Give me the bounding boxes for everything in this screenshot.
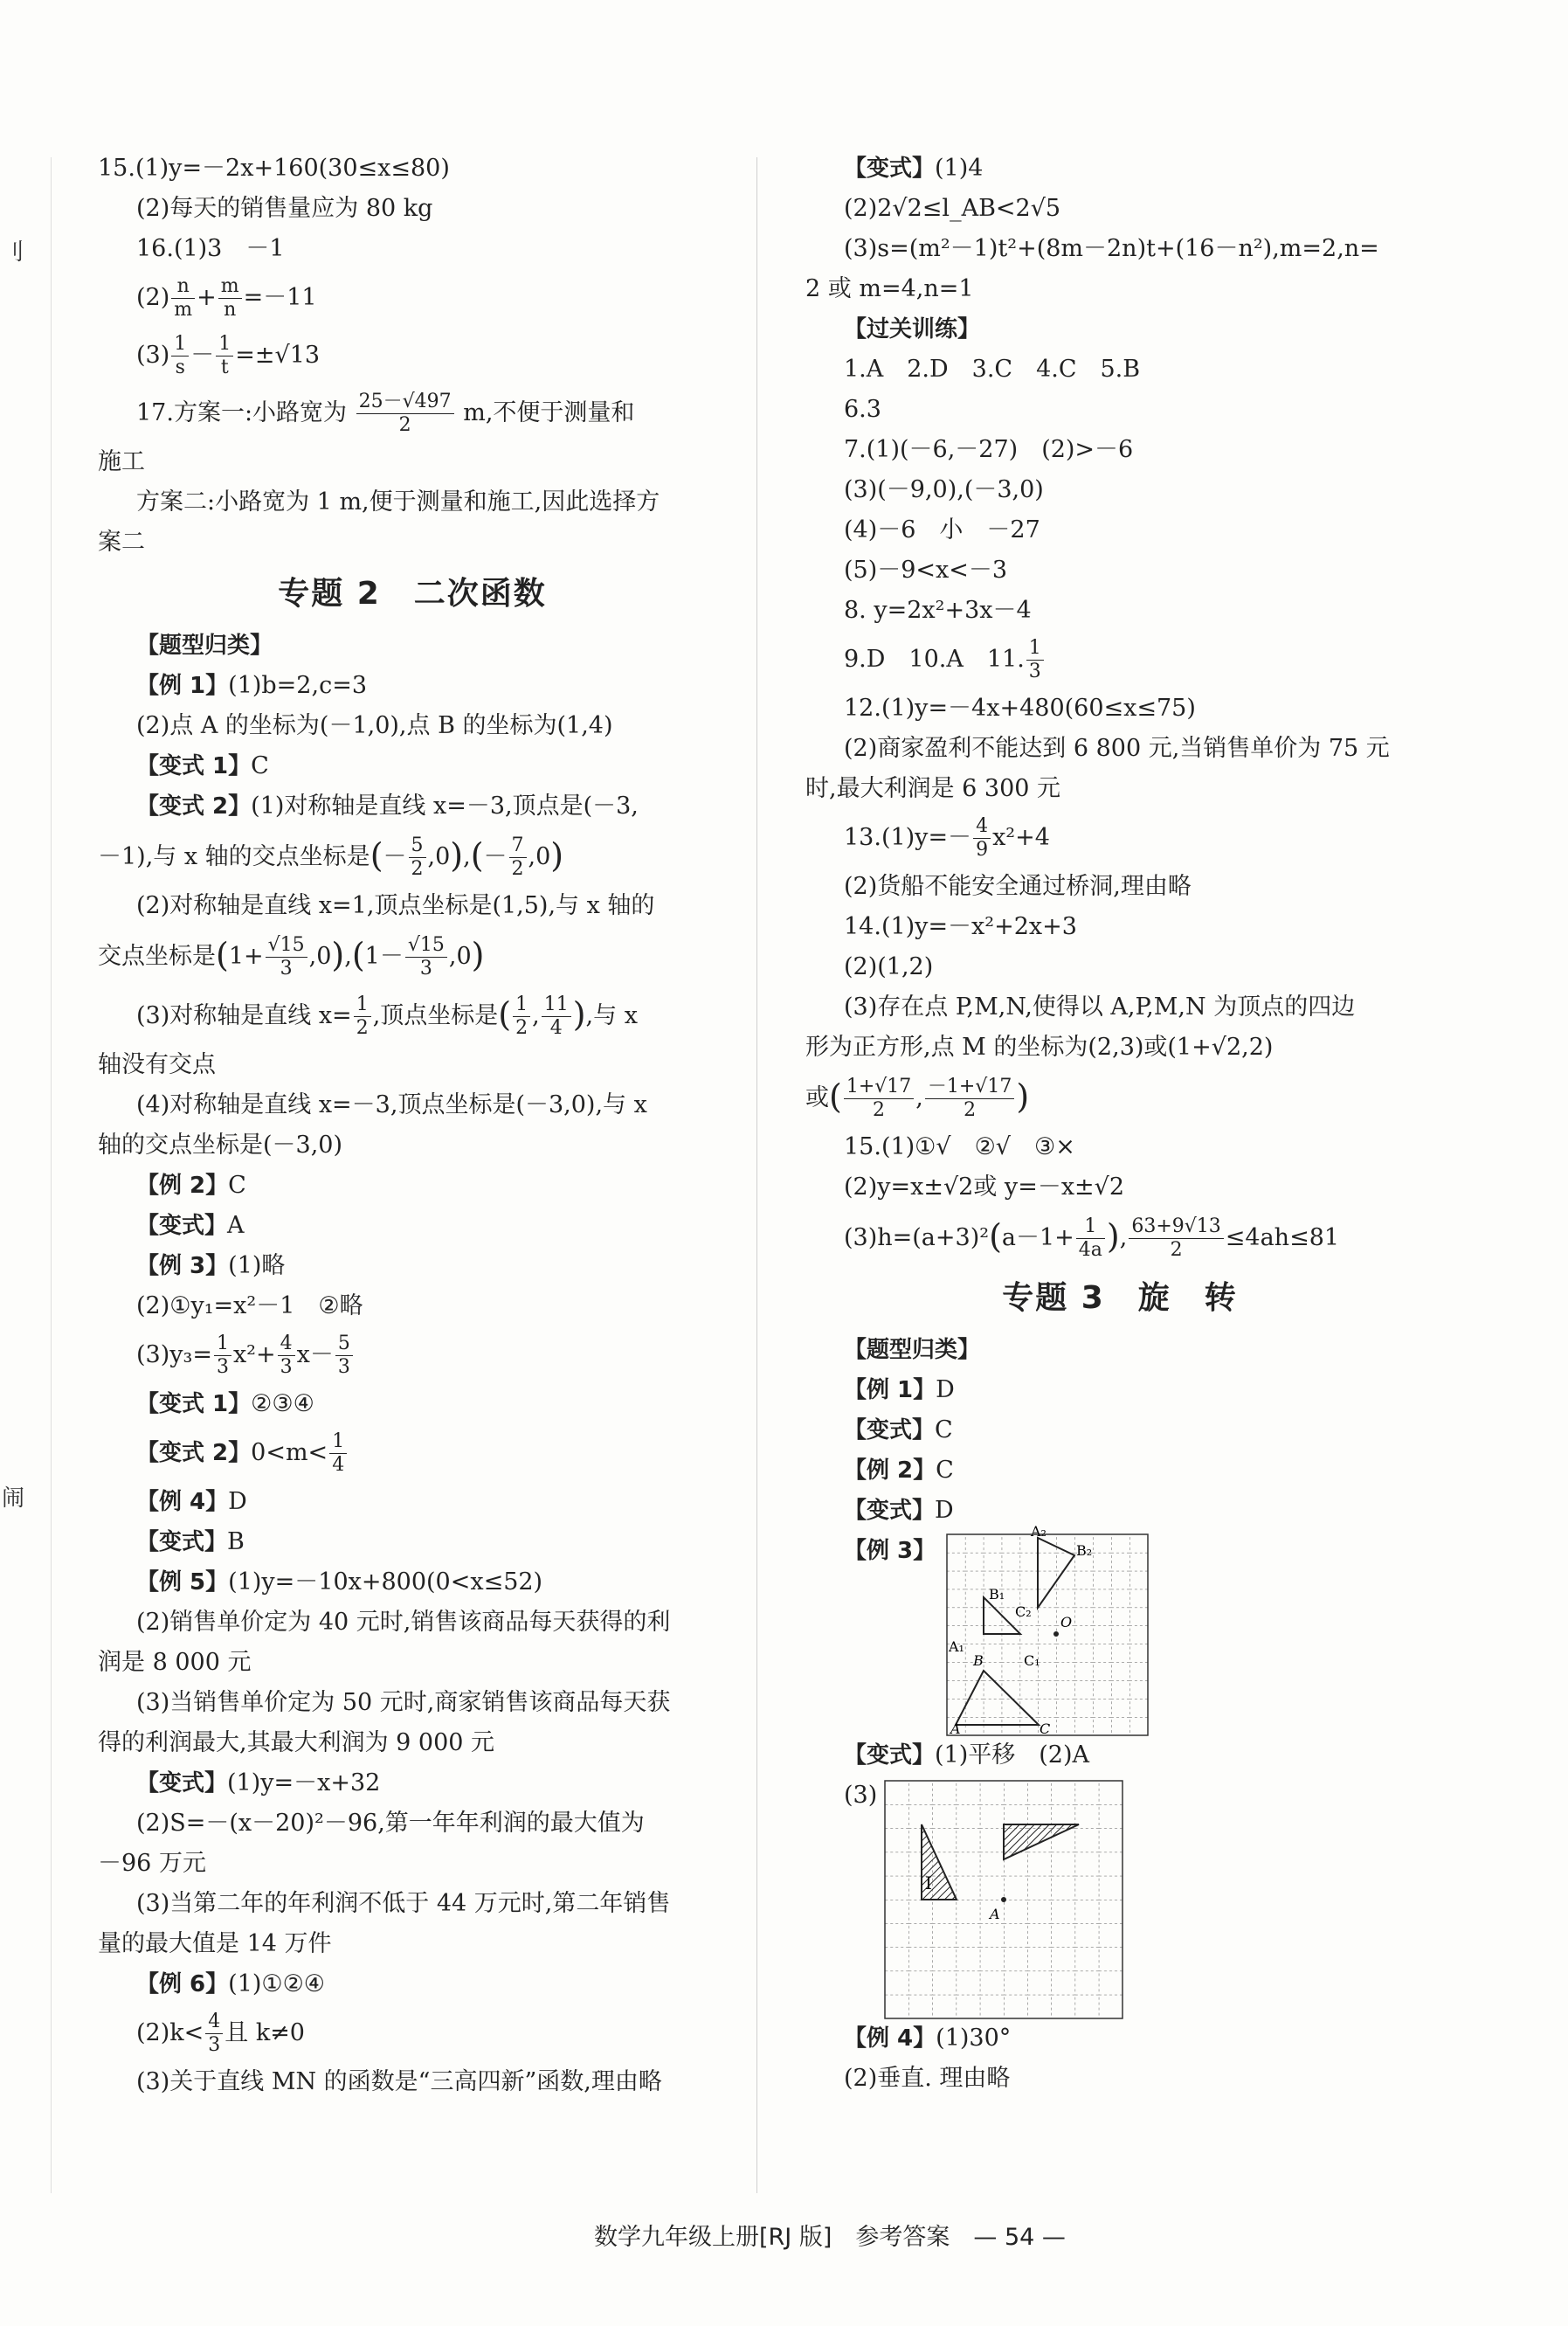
label-a2: A₂ xyxy=(1030,1523,1046,1540)
answer-line: 2 或 m=4,n=1 xyxy=(805,275,974,302)
answer-line: 【例 2】C xyxy=(136,1172,246,1199)
label-a: A xyxy=(989,1906,1000,1922)
right-column xyxy=(805,149,1434,2099)
fraction: $\frac{11}{4}$ xyxy=(542,993,571,1040)
answer-line: 1.A 2.D 3.C 4.C 5.B xyxy=(844,356,1141,383)
fraction: $\frac{1}{t}$ xyxy=(216,333,233,379)
label-c1: C₁ xyxy=(1023,1652,1040,1669)
answer-line: 15.(1)①√ ②√ ③× xyxy=(844,1133,1075,1160)
answer-line: (3)h=(a+3)²(a－1+ $\frac{1}{4a}$ ), $\frac{63+9√13}{2}$ ≤4ah≤81 xyxy=(844,1215,1340,1261)
heading-tag: 【题型归类】 xyxy=(844,1337,981,1363)
answer-line: 【例 1】(1)b=2,c=3 xyxy=(136,672,367,699)
answer-line: 【例 5】(1)y=－10x+800(0<x≤52) xyxy=(136,1568,543,1596)
heading-tag: 【题型归类】 xyxy=(136,633,273,659)
fraction: $\frac{7}{2}$ xyxy=(509,834,527,881)
answer-line: 轴没有交点 xyxy=(98,1051,216,1078)
answer-line: 【变式 1】②③④ xyxy=(136,1390,314,1417)
fraction: $\frac{1}{3}$ xyxy=(214,1333,231,1379)
answer-line: (2)货船不能安全通过桥洞,理由略 xyxy=(844,873,1192,900)
example-tag: 【变式 2】 xyxy=(136,1440,252,1466)
answer-line: (2)商家盈利不能达到 6 800 元,当销售单价为 75 元 xyxy=(844,735,1390,762)
fraction: $\frac{1}{2}$ xyxy=(513,993,530,1040)
fraction: $\frac{4}{9}$ xyxy=(973,815,991,862)
label-a: A xyxy=(950,1720,961,1737)
margin-mark-top: 刂 xyxy=(2,239,25,266)
label-b1: B₁ xyxy=(988,1586,1005,1603)
label-o: O xyxy=(1060,1614,1072,1630)
answer-line: 9.D 10.A 11. $\frac{1}{3}$ xyxy=(805,631,1434,689)
left-column xyxy=(98,149,727,2102)
answer-line: 【例 6】(1)①②④ xyxy=(136,1970,326,1997)
answer-line: 【例 4】D xyxy=(136,1488,247,1515)
answer-line: 【例 2】C xyxy=(844,1457,954,1484)
answer-line: 【变式 2】0<m< $\frac{1}{4}$ xyxy=(98,1424,727,1482)
fraction: $\frac{m}{n}$ xyxy=(218,275,242,322)
example-tag: 【变式】 xyxy=(844,1417,936,1443)
example-tag: 【变式 1】 xyxy=(136,753,252,779)
left-margin-rule xyxy=(51,157,52,2193)
example-tag: 【变式】 xyxy=(136,1770,228,1796)
heading-tag: 【过关训练】 xyxy=(844,316,981,343)
answer-line: (2)S=－(x－20)²－96,第一年年利润的最大值为 xyxy=(136,1810,645,1837)
fraction: $\frac{√15}{3}$ xyxy=(405,934,447,980)
label-b: B xyxy=(972,1652,984,1669)
answer-line: (3)关于直线 MN 的函数是“三高四新”函数,理由略 xyxy=(136,2068,662,2095)
fraction: $\frac{5}{2}$ xyxy=(409,834,426,881)
label-c: C xyxy=(1039,1720,1050,1737)
answer-line: 【变式】(1)4 xyxy=(844,155,984,182)
section-title: 专题 2 二次函数 xyxy=(278,576,547,612)
answer-line: 时,最大利润是 6 300 元 xyxy=(805,775,1061,802)
answer-line: 6.3 xyxy=(844,396,881,423)
variant-3-row: (3) I A xyxy=(805,1776,1434,2018)
example-tag: 【例 1】 xyxy=(844,1377,936,1403)
answer-line: (2)2√2≤l_AB<2√5 xyxy=(844,195,1061,222)
fraction: $\frac{1+√17}{2}$ xyxy=(844,1076,914,1122)
answer-line: 或( $\frac{1+√17}{2}$ , $\frac{-1+√17}{2}$ ) xyxy=(805,1076,1030,1121)
answer-line: (2) $\frac{n}{m}$ + $\frac{m}{n}$ =－11 xyxy=(136,275,317,321)
answer-line: (2)k< $\frac{4}{3}$ 且 k≠0 xyxy=(136,2011,305,2056)
label-b2: B₂ xyxy=(1075,1542,1092,1559)
fraction: $\frac{25-√497}{2}$ xyxy=(356,391,454,437)
answer-line: 13.(1)y=－ $\frac{4}{9}$ x²+4 xyxy=(844,815,1050,861)
answer-line: 交点坐标是(1+ $\frac{√15}{3}$ ,0),(1－ $\frac{√15}{3}$ ,0) xyxy=(98,934,485,980)
answer-line: －1),与 x 轴的交点坐标是(－ $\frac{5}{2}$ ,0),(－ $\frac{7}{2}$ ,0) xyxy=(98,834,564,880)
answer-line: 【例 3】(1)略 xyxy=(136,1252,286,1279)
example-tag: 【例 2】 xyxy=(844,1457,936,1484)
answer-line: 施工 xyxy=(98,448,145,475)
fraction: $\frac{1}{4a}$ xyxy=(1076,1215,1105,1262)
example-tag: 【变式 1】 xyxy=(136,1391,252,1417)
answer-line: (3)y₃= $\frac{1}{3}$ x²+ $\frac{4}{3}$ x－ $\frac{5}{3}$ xyxy=(98,1326,727,1384)
rotation-grid-figure-2 xyxy=(885,1781,1122,2018)
answer-line: 【变式】D xyxy=(844,1497,954,1524)
label-a1: A₁ xyxy=(948,1638,964,1655)
answer-line: (3) $\frac{1}{s}$ － $\frac{1}{t}$ =±√13 xyxy=(136,333,321,378)
answer-line: 16.(1)3 －1 xyxy=(136,235,285,262)
answer-line: (3)存在点 P,M,N,使得以 A,P,M,N 为顶点的四边 xyxy=(844,993,1356,1021)
fraction: $\frac{4}{3}$ xyxy=(205,2011,223,2057)
answer-line: －96 万元 xyxy=(98,1850,206,1877)
answer-line: 17.方案一:小路宽为 $\frac{25-√497}{2}$ m,不便于测量和 xyxy=(136,391,635,436)
answer-line: 【变式】C xyxy=(844,1416,953,1443)
answer-line: 案二 xyxy=(98,529,145,556)
section-title: 专题 3 旋 转 xyxy=(1002,1280,1238,1316)
example-tag: 【变式】 xyxy=(844,156,936,182)
label-c2: C₂ xyxy=(1014,1603,1032,1620)
answer-line: 15.(1)y=－2x+160(30≤x≤80) xyxy=(98,155,450,182)
answer-line: 润是 8 000 元 xyxy=(98,1649,252,1676)
answer-line: 得的利润最大,其最大利润为 9 000 元 xyxy=(98,1729,495,1756)
example-tag: 【变式】 xyxy=(136,1213,228,1239)
label-roman-one: I xyxy=(924,1873,932,1893)
example-tag: 【变式】 xyxy=(136,1529,228,1555)
fraction: $\frac{1}{4}$ xyxy=(329,1430,347,1477)
answer-line xyxy=(805,1330,1434,1370)
answer-line xyxy=(805,309,1434,350)
example-tag: 【例 4】 xyxy=(844,2025,936,2052)
fraction: $\frac{-1+√17}{2}$ xyxy=(925,1076,1014,1122)
answer-line: 【例 1】D xyxy=(844,1376,955,1403)
fraction: $\frac{n}{m}$ xyxy=(171,275,195,322)
example-tag: 【例 3】 xyxy=(136,1253,229,1279)
answer-line: (2)销售单价定为 40 元时,销售该商品每天获得的利 xyxy=(136,1609,671,1636)
example-tag: 【例 3】 xyxy=(844,1538,936,1564)
example-tag: 【例 2】 xyxy=(136,1173,229,1199)
answer-line: 14.(1)y=－x²+2x+3 xyxy=(844,913,1077,940)
column-divider xyxy=(756,157,757,2193)
answer-line: (2)每天的销售量应为 80 kg xyxy=(136,195,433,222)
rotation-grid-figure-1 xyxy=(947,1523,1148,1737)
fraction: $\frac{5}{3}$ xyxy=(335,1333,353,1379)
example-tag: 【例 1】 xyxy=(136,673,229,699)
answer-line: 【变式】(1)y=－x+32 xyxy=(136,1769,381,1796)
answer-line: 轴的交点坐标是(－3,0) xyxy=(98,1132,343,1159)
fraction: $\frac{1}{s}$ xyxy=(171,333,189,379)
answer-line: (3)当销售单价定为 50 元时,商家销售该商品每天获 xyxy=(136,1689,671,1716)
answer-line: 8. y=2x²+3x－4 xyxy=(844,597,1032,624)
answer-line: 【变式 2】(1)对称轴是直线 x=－3,顶点是(－3, xyxy=(136,793,639,820)
margin-mark-bottom: 闹 xyxy=(2,1485,25,1512)
answer-line: 【变式 1】C xyxy=(136,752,269,779)
example-tag: 【变式】 xyxy=(844,1498,936,1524)
page-footer: 数学九年级上册[RJ 版] 参考答案 — 54 — xyxy=(594,2224,1066,2251)
answer-line: (3)s=(m²－1)t²+(8m－2n)t+(16－n²),m=2,n= xyxy=(844,235,1379,262)
answer-line xyxy=(98,626,727,666)
answer-line: (2)①y₁=x²－1 ②略 xyxy=(136,1292,363,1319)
answer-line: 【变式】B xyxy=(136,1528,245,1555)
answer-line: 12.(1)y=－4x+480(60≤x≤75) xyxy=(844,695,1196,722)
answer-line: (3)对称轴是直线 x= $\frac{1}{2}$ ,顶点坐标是( $\frac{1}{2}$ , $\frac{11}{4}$ ),与 x xyxy=(136,993,638,1039)
fraction: $\frac{4}{3}$ xyxy=(278,1333,295,1379)
answer-line: (3)(－9,0),(－3,0) xyxy=(844,476,1044,503)
example-3-row xyxy=(805,1523,1434,1737)
answer-line: 【例 4】(1)30° xyxy=(844,2025,1012,2052)
example-tag: 【变式 2】 xyxy=(136,793,252,820)
example-tag: 【变式】 xyxy=(844,1742,936,1769)
answer-line: 形为正方形,点 M 的坐标为(2,3)或(1+√2,2) xyxy=(805,1034,1274,1061)
answer-line: (3)当第二年的年利润不低于 44 万元时,第二年销售 xyxy=(136,1890,671,1917)
example-tag: 【例 4】 xyxy=(136,1489,229,1515)
answer-line: (2)y=x±√2或 y=－x±√2 xyxy=(844,1173,1125,1201)
answer-line: (2)垂直. 理由略 xyxy=(844,2065,1011,2092)
answer-line: (2)对称轴是直线 x=1,顶点坐标是(1,5),与 x 轴的 xyxy=(136,892,655,919)
answer-line: 【变式】A xyxy=(136,1212,245,1239)
example-tag: 【例 6】 xyxy=(136,1971,229,1997)
fraction: $\frac{63+9√13}{2}$ xyxy=(1129,1215,1223,1262)
answer-line: (4)对称轴是直线 x=－3,顶点坐标是(－3,0),与 x xyxy=(136,1091,647,1118)
example-tag: 【例 5】 xyxy=(136,1569,229,1596)
answer-line: 【变式】(1)平移 (2)A xyxy=(844,1741,1090,1769)
answer-line: (2)(1,2) xyxy=(844,953,934,980)
answer-line: 方案二:小路宽为 1 m,便于测量和施工,因此选择方 xyxy=(136,488,660,516)
answer-line: (4)－6 小 －27 xyxy=(844,516,1040,543)
answer-line: (2)点 A 的坐标为(－1,0),点 B 的坐标为(1,4) xyxy=(136,712,613,739)
fraction: $\frac{1}{3}$ xyxy=(1026,637,1044,683)
fraction: $\frac{1}{2}$ xyxy=(354,993,371,1040)
answer-line: (5)－9<x<－3 xyxy=(844,557,1008,584)
answer-line: 量的最大值是 14 万件 xyxy=(98,1930,332,1957)
answer-line: 7.(1)(－6,－27) (2)>－6 xyxy=(844,436,1134,463)
fraction: $\frac{√15}{3}$ xyxy=(266,934,307,980)
